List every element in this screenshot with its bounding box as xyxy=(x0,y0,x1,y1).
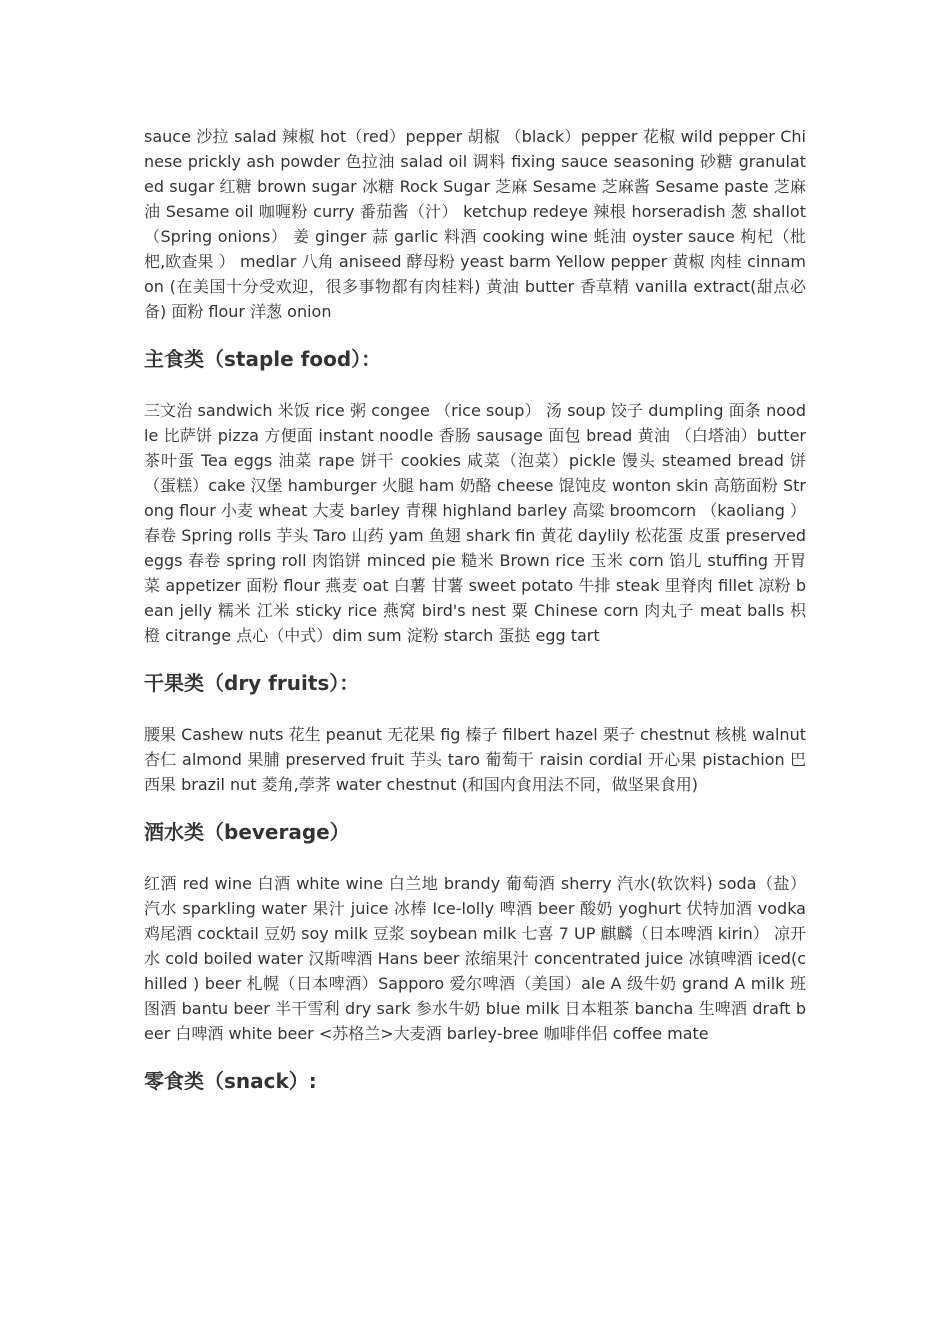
staple-food-heading: 主食类（staple food）： xyxy=(144,347,382,371)
snack-heading: 零食类（snack）: xyxy=(144,1069,317,1093)
dry-fruits-heading: 干果类（dry fruits）： xyxy=(144,671,360,695)
document-page xyxy=(144,124,806,1096)
condiments-paragraph: sauce 沙拉 salad 辣椒 hot（red）pepper 胡椒 （black）pepper 花椒 wild pepper Chinese prickly ash powder 色拉油 salad oil 调料 fixing sauce seasoning 砂糖 granulated sugar 红糖 brown sugar 冰糖 Rock Sugar 芝麻 Sesame 芝麻酱 Sesame paste 芝麻油 Sesame oil 咖喱粉 curry 番茄酱（汁） ketchup redeye 辣根 horseradish 葱 shallot （Spring onions） 姜 ginger 蒜 garlic 料酒 cooking wine 蚝油 oyster sauce 枸杞（枇杷,欧查果 ） medlar 八角 aniseed 酵母粉 yeast barm Yellow pepper 黄椒 肉桂 cinnamon (在美国十分受欢迎，很多事物都有肉桂料) 黄油 butter 香草精 vanilla extract(甜点必备) 面粉 flour 洋葱 onion xyxy=(144,127,806,321)
dry-fruits-paragraph: 腰果 Cashew nuts 花生 peanut 无花果 fig 榛子 filbert hazel 栗子 chestnut 核桃 walnut 杏仁 almond 果脯 preserved fruit 芋头 taro 葡萄干 raisin cordial 开心果 pistachion 巴西果 brazil nut 菱角,荸荠 water chestnut (和国内食用法不同，做坚果食用) xyxy=(144,725,806,794)
staple-food-paragraph: 三文治 sandwich 米饭 rice 粥 congee （rice soup） 汤 soup 饺子 dumpling 面条 noodle 比萨饼 pizza 方便面 instant noodle 香肠 sausage 面包 bread 黄油 （白塔油）butter 茶叶蛋 Tea eggs 油菜 rape 饼干 cookies 咸菜（泡菜）pickle 馒头 steamed bread 饼（蛋糕）cake 汉堡 hamburger 火腿 ham 奶酪 cheese 馄饨皮 wonton skin 高筋面粉 Strong flour 小麦 wheat 大麦 barley 青稞 highland barley 高粱 broomcorn （kaoliang ）春卷 Spring rolls 芋头 Taro 山药 yam 鱼翅 shark fin 黄花 daylily 松花蛋 皮蛋 preserved eggs 春卷 spring roll 肉馅饼 minced pie 糙米 Brown rice 玉米 corn 馅儿 stuffing 开胃菜 appetizer 面粉 flour 燕麦 oat 白薯 甘薯 sweet potato 牛排 steak 里脊肉 fillet 凉粉 bean jelly 糯米 江米 sticky rice 燕窝 bird's nest 粟 Chinese corn 肉丸子 meat balls 枳橙 citrange 点心（中式）dim sum 淀粉 starch 蛋挞 egg tart xyxy=(144,401,806,645)
beverage-heading: 酒水类（beverage） xyxy=(144,820,350,844)
beverage-paragraph: 红酒 red wine 白酒 white wine 白兰地 brandy 葡萄酒 sherry 汽水(软饮料) soda（盐）汽水 sparkling water 果汁 juice 冰棒 Ice-lolly 啤酒 beer 酸奶 yoghurt 伏特加酒 vodka 鸡尾酒 cocktail 豆奶 soy milk 豆浆 soybean milk 七喜 7 UP 麒麟（日本啤酒 kirin） 凉开水 cold boiled water 汉斯啤酒 Hans beer 浓缩果汁 concentrated juice 冰镇啤酒 iced(chilled ) beer 札幌（日本啤酒）Sapporo 爱尔啤酒（美国）ale A 级牛奶 grand A milk 班图酒 bantu beer 半干雪利 dry sark 参水牛奶 blue milk 日本粗茶 bancha 生啤酒 draft beer 白啤酒 white beer <苏格兰>大麦酒 barley-bree 咖啡伴侣 coffee mate xyxy=(144,874,806,1043)
